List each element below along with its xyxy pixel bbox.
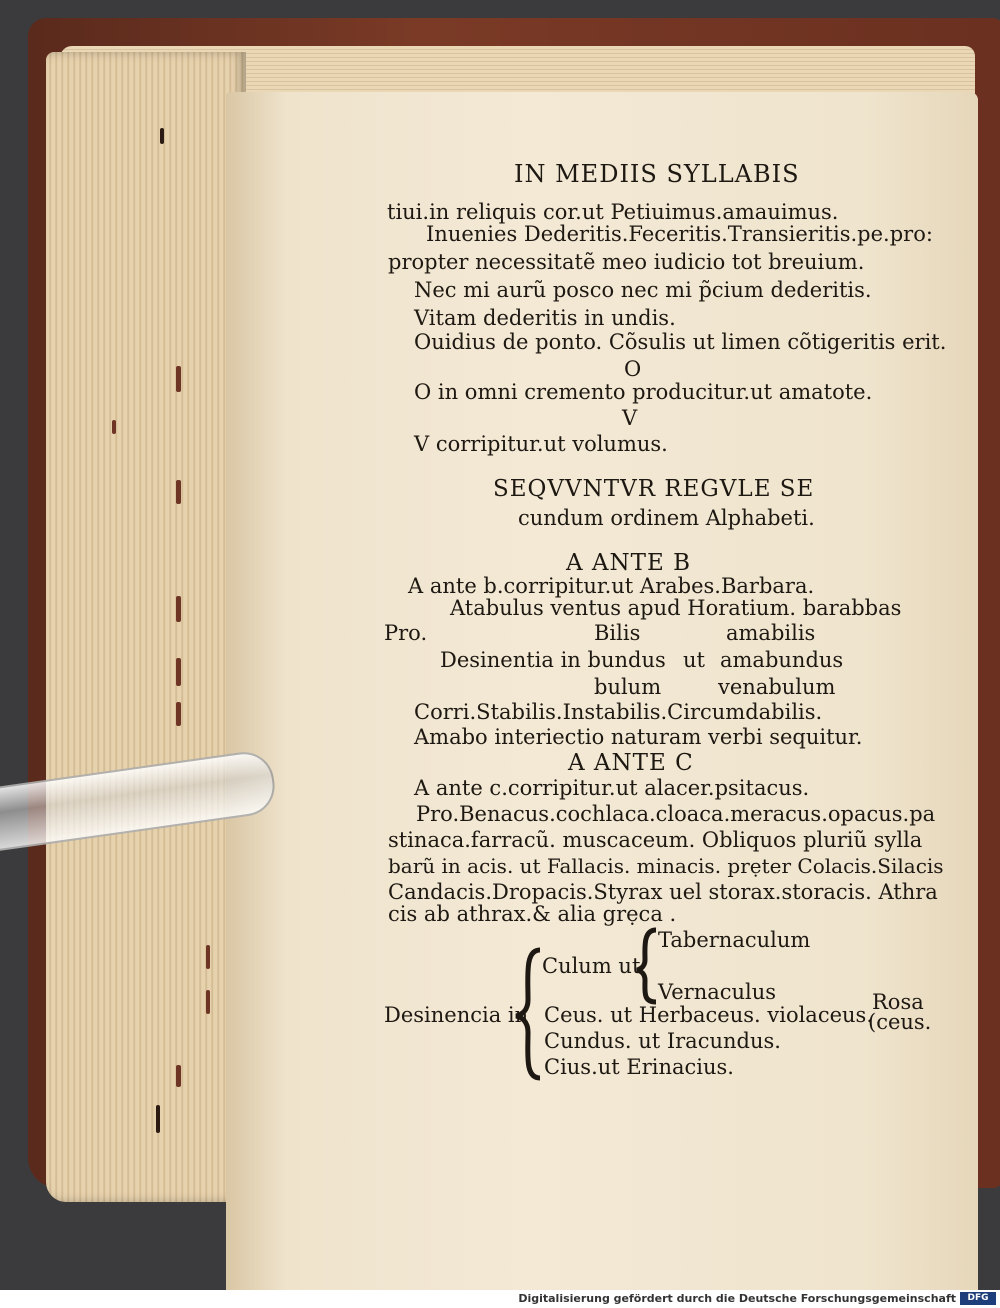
table-cell: bulum [594,675,662,699]
text-line: Ouidius de ponto. Cõsulis ut limen cõtigeritis erit. [414,330,947,354]
text-line: barũ in acis. ut Fallacis. minacis. prẹter Colacis.Silacis [388,854,944,878]
brace-left [516,950,540,1078]
text-line: Amabo interiectio naturam verbi sequitur. [414,725,863,749]
footer-bar [0,1290,1000,1308]
text-line: Pro.Benacus.cochlaca.cloaca.meracus.opacus.pa [416,802,936,826]
text-line: V corripitur.ut volumus. [414,432,668,456]
section-heading: SEQVVNTVR REGVLE SE [493,476,815,502]
text-line: Atabulus ventus apud Horatium. barabbas [450,596,902,620]
rule-heading: A ANTE B [566,550,691,576]
text-line: Vitam dederitis in undis. [414,306,676,330]
table-cell: (ceus. [868,1010,932,1034]
table-cell: Cius.ut Erinacius. [544,1055,734,1079]
text-line: Candacis.Dropacis.Styrax uel storax.storacis. Athra [388,880,938,904]
section-subheading: cundum ordinem Alphabeti. [518,506,815,530]
text-line: Nec mi aurũ posco nec mi p̃cium dederitis. [414,278,872,302]
table-cell: amabundus [720,648,844,672]
text-line: propter necessitatẽ meo iudicio tot breuium. [388,250,865,274]
text-line: A ante c.corripitur.ut alacer.psitacus. [414,776,810,800]
letter-heading: V [622,406,638,430]
table-cell: ut [683,648,705,672]
text-line: stinaca.farracũ. muscaceum. Obliquos pluriũ sylla [388,828,923,852]
brace-upper [637,930,656,1002]
table-cell: amabilis [726,621,816,645]
text-line: O in omni cremento producitur.ut amatote. [414,380,873,404]
rule-heading: A ANTE C [568,750,694,776]
letter-heading: O [624,357,642,381]
dfg-logo: DFG [960,1292,996,1305]
table-cell: Rosa [872,990,924,1014]
table-cell: Bilis [594,621,641,645]
table-cell: Cundus. ut Iracundus. [544,1029,781,1053]
table-cell: Desinentia in bundus [440,648,666,672]
text-line: Corri.Stabilis.Instabilis.Circumdabilis. [414,700,823,724]
table-cell: Ceus. ut Herbaceus. violaceus. [544,1003,873,1027]
pro-label: Pro. [384,621,428,645]
table-cell: Culum ut [542,954,641,978]
table-cell: Tabernaculum [658,928,811,952]
table-cell: venabulum [718,675,836,699]
footer-text: Digitalisierung gefördert durch die Deutsche Forschungsgemeinschaft [518,1292,956,1305]
table-cell: Vernaculus [658,980,777,1004]
text-line: Inuenies Dederitis.Feceritis.Transieritis.pe.pro: [426,222,933,246]
text-line: A ante b.corripitur.ut Arabes.Barbara. [408,574,815,598]
text-line: tiui.in reliquis cor.ut Petiuimus.amauimus. [387,200,839,224]
running-head: IN MEDIIS SYLLABIS [514,160,800,188]
text-line: cis ab athrax.& alia grẹca . [388,902,677,926]
table-cell: Desinencia in [384,1003,529,1027]
